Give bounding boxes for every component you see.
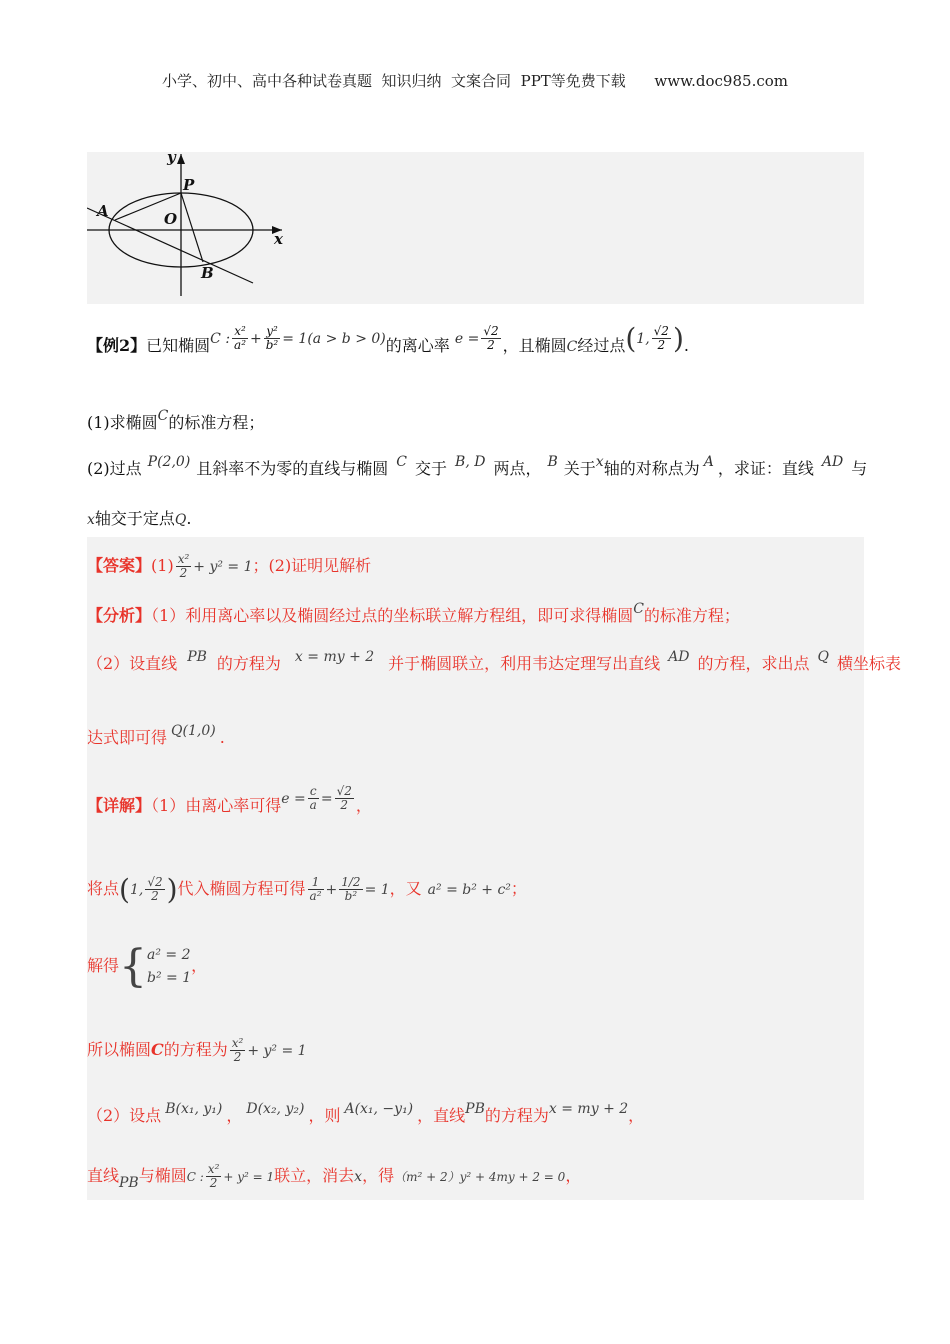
y-axis-arrow bbox=[177, 154, 185, 164]
analysis-1-end: 的标准方程； bbox=[643, 606, 740, 625]
p2-b: 且斜率不为零的直线与椭圆 bbox=[196, 459, 389, 478]
math-C2: C bbox=[566, 339, 578, 355]
p2-B: B bbox=[547, 454, 558, 470]
d5-eq: x = my + 2 bbox=[548, 1101, 629, 1117]
label-y: y bbox=[167, 152, 176, 166]
analysis-line-2 bbox=[87, 651, 901, 674]
ecc-text: 的离心率 bbox=[385, 336, 450, 355]
d6-end: ， bbox=[565, 1166, 582, 1186]
an2-e: 横坐标表 bbox=[837, 654, 902, 673]
answer-panel bbox=[87, 537, 902, 1200]
analysis-line-3 bbox=[87, 725, 225, 748]
p1-C: C bbox=[157, 408, 169, 424]
frac-sqrt2-2: $\frac{√2}{2}$ bbox=[483, 323, 499, 352]
p3-a: 轴交于定点 bbox=[94, 509, 175, 528]
p3-Q: Q bbox=[174, 512, 187, 528]
d1-a: （1）由离心率可得 bbox=[151, 796, 282, 816]
d6-b: 与椭圆 bbox=[138, 1166, 187, 1186]
an2-PB: PB bbox=[187, 649, 207, 665]
d5-PB: PB bbox=[465, 1101, 485, 1117]
question-line-1: 【例2】已知椭圆C : $\frac{\text{x²}}{\text{a²}}$ + $\frac{\text{y²}}{\text{b²}}$ = 1(a > b > 0)的离心率 e = $\frac{√2}{2}$ ，且椭圆C经过点(1, $\frac{√2}{2}$ ). bbox=[87, 322, 689, 355]
d1-frac-c-a: $\frac{c}{a}$ bbox=[309, 784, 317, 813]
page-header: 小学、初中、高中各种试卷真题 知识归纳 文案合同 PPT等免费下载 www.doc985.com bbox=[161, 72, 788, 90]
p2-d: 两点， bbox=[493, 459, 542, 478]
an2-b: 的方程为 bbox=[216, 654, 281, 673]
d6-c: 联立，消去 bbox=[274, 1166, 355, 1186]
d1-eq: e = bbox=[281, 791, 306, 808]
d2-end: ； bbox=[510, 879, 527, 898]
p2-a: (2)过点 bbox=[87, 459, 142, 478]
d6-tail: + y² = 1 bbox=[223, 1170, 275, 1185]
p3-end: . bbox=[186, 509, 192, 528]
d4-b: 的方程为 bbox=[163, 1040, 228, 1060]
math-condition: = 1(a > b > 0) bbox=[282, 331, 386, 347]
answer-frac: $\frac{\text{x²}}{2}$ bbox=[177, 552, 190, 581]
d6-eq: （m² + 2）y² + 4my + 2 = 0 bbox=[394, 1170, 566, 1185]
label-x: x bbox=[274, 230, 283, 248]
d5-c: ，直线 bbox=[417, 1106, 466, 1125]
d2-pt: 1, bbox=[129, 882, 144, 898]
an2-a: （2）设直线 bbox=[87, 654, 178, 673]
d6-C: C : bbox=[186, 1170, 204, 1185]
p2-AD: AD bbox=[821, 454, 844, 470]
an2-AD: AD bbox=[668, 649, 690, 665]
detail-line-4 bbox=[87, 1037, 307, 1064]
question-intro: 已知椭圆 bbox=[146, 336, 211, 355]
q-end: . bbox=[683, 336, 689, 355]
d4-frac: $\frac{\text{x²}}{2}$ bbox=[231, 1036, 244, 1065]
d4-C: C bbox=[151, 1040, 164, 1060]
frac-y2-b2: $\frac{\text{y²}}{\text{b²}}$ bbox=[265, 323, 279, 352]
question-part-2 bbox=[87, 456, 867, 479]
d2-c: ，又 bbox=[389, 879, 422, 898]
point-frac: $\frac{√2}{2}$ bbox=[653, 323, 669, 352]
d6-d: ，得 bbox=[362, 1166, 395, 1186]
p1-text: (1)求椭圆 bbox=[87, 413, 158, 432]
figure-panel bbox=[87, 152, 864, 304]
an3-Q: Q(1,0) bbox=[171, 723, 216, 739]
d5-d: 的方程为 bbox=[484, 1106, 549, 1125]
label-B: B bbox=[201, 264, 214, 282]
d6-x: x bbox=[354, 1169, 363, 1186]
label-P: P bbox=[183, 176, 195, 194]
ellipse-diagram bbox=[87, 152, 864, 304]
question-part-2-cont bbox=[87, 506, 192, 529]
d3-l1: a² = 2 bbox=[147, 947, 191, 964]
answer-line bbox=[87, 553, 371, 580]
d5-A: A(x₁, −y₁) bbox=[344, 1101, 414, 1117]
d2-pt-frac: $\frac{√2}{2}$ bbox=[147, 874, 163, 903]
d3-a: 解得 bbox=[87, 956, 120, 975]
d2-frac-half-b2: $\frac{1/2}{\text{b²}}$ bbox=[341, 874, 361, 903]
frac-x2-a2: $\frac{\text{x²}}{\text{a²}}$ bbox=[234, 323, 247, 352]
math-e: e = bbox=[454, 331, 480, 347]
p2-h: 与 bbox=[851, 459, 868, 478]
d5-end: ， bbox=[628, 1106, 645, 1125]
d6-PB: PB bbox=[119, 1175, 139, 1192]
d5-B: B(x₁, y₁) bbox=[165, 1101, 223, 1117]
detail-line-5 bbox=[87, 1103, 644, 1126]
analysis-tag: 【分析】 bbox=[87, 606, 152, 625]
p2-e: 关于 bbox=[563, 459, 596, 478]
d2-b: 代入椭圆方程可得 bbox=[177, 879, 306, 898]
answer-1-tail: + y² = 1 bbox=[193, 559, 253, 576]
p2-x: x bbox=[595, 454, 604, 470]
answer-2: ；(2)证明见解析 bbox=[252, 556, 372, 576]
pass-text-2: 经过点 bbox=[577, 336, 626, 355]
an2-c: 并于椭圆联立，利用韦达定理写出直线 bbox=[388, 654, 661, 673]
question-part-1 bbox=[87, 410, 264, 433]
detail-line-1: 【详解】（1）由离心率可得e = $\frac{c}{a}$ = $\frac{√2}{2}$ ， bbox=[87, 784, 372, 816]
answer-tag: 【答案】 bbox=[87, 556, 152, 576]
an3-a: 达式即可得 bbox=[87, 728, 168, 747]
p3-x: x bbox=[87, 512, 95, 528]
analysis-line-1 bbox=[87, 603, 740, 626]
math-C: C : bbox=[210, 331, 231, 347]
d3-end: ， bbox=[191, 956, 208, 975]
pass-text: ，且椭圆 bbox=[502, 336, 567, 355]
an3-end: . bbox=[219, 728, 225, 747]
an2-eq: x = my + 2 bbox=[294, 649, 375, 665]
detail-line-2: 将点(1, $\frac{√2}{2}$ )代入椭圆方程可得 $\frac{1}{\text{a²}}$ + $\frac{1/2}{\text{b²}}$ = 1，又 a² = b² + c²； bbox=[87, 873, 527, 906]
d4-tail: + y² = 1 bbox=[247, 1043, 307, 1060]
d2-eq2: a² = b² + c² bbox=[427, 882, 511, 898]
label-O: O bbox=[164, 210, 178, 228]
d3-l2: b² = 1 bbox=[147, 969, 192, 986]
p2-f: 轴的对称点为 bbox=[603, 459, 700, 478]
d5-sep: ， bbox=[226, 1106, 243, 1125]
an2-Q: Q bbox=[817, 649, 830, 665]
d6-frac: $\frac{\text{x²}}{2}$ bbox=[207, 1162, 220, 1191]
p2-C: C bbox=[396, 454, 408, 470]
p1-end: 的标准方程； bbox=[168, 413, 265, 432]
d5-a: （2）设点 bbox=[87, 1106, 162, 1125]
d2-eq1: = 1 bbox=[364, 882, 390, 898]
d1-frac-sqrt2-2: $\frac{√2}{2}$ bbox=[336, 784, 352, 813]
analysis-1: （1）利用离心率以及椭圆经过点的坐标联立解方程组，即可求得椭圆 bbox=[151, 606, 634, 625]
d2-a: 将点 bbox=[87, 879, 120, 898]
p2-g: ，求证：直线 bbox=[717, 459, 814, 478]
d1-end: ， bbox=[355, 796, 372, 816]
example-tag: 【例2】 bbox=[87, 336, 147, 355]
d5-D: D(x₂, y₂) bbox=[246, 1101, 305, 1117]
d5-b: ，则 bbox=[308, 1106, 341, 1125]
detail-line-6 bbox=[87, 1163, 581, 1190]
detail-line-3: 解得{ a² = 2 b² = 1 ， bbox=[87, 941, 208, 992]
answer-1-label: (1) bbox=[151, 556, 174, 576]
d2-frac-1-a2: $\frac{1}{\text{a²}}$ bbox=[309, 874, 322, 903]
d6-a: 直线 bbox=[87, 1166, 120, 1186]
p2-c: 交于 bbox=[415, 459, 448, 478]
an2-d: 的方程，求出点 bbox=[697, 654, 810, 673]
detail-tag: 【详解】 bbox=[87, 796, 152, 816]
analysis-C: C bbox=[633, 601, 644, 617]
label-A: A bbox=[97, 202, 109, 220]
point-x: 1, bbox=[636, 331, 650, 347]
d4-a: 所以椭圆 bbox=[87, 1040, 152, 1060]
p2-P: P(2,0) bbox=[147, 454, 191, 470]
p2-BD: B, D bbox=[455, 454, 486, 470]
p2-A: A bbox=[703, 454, 714, 470]
